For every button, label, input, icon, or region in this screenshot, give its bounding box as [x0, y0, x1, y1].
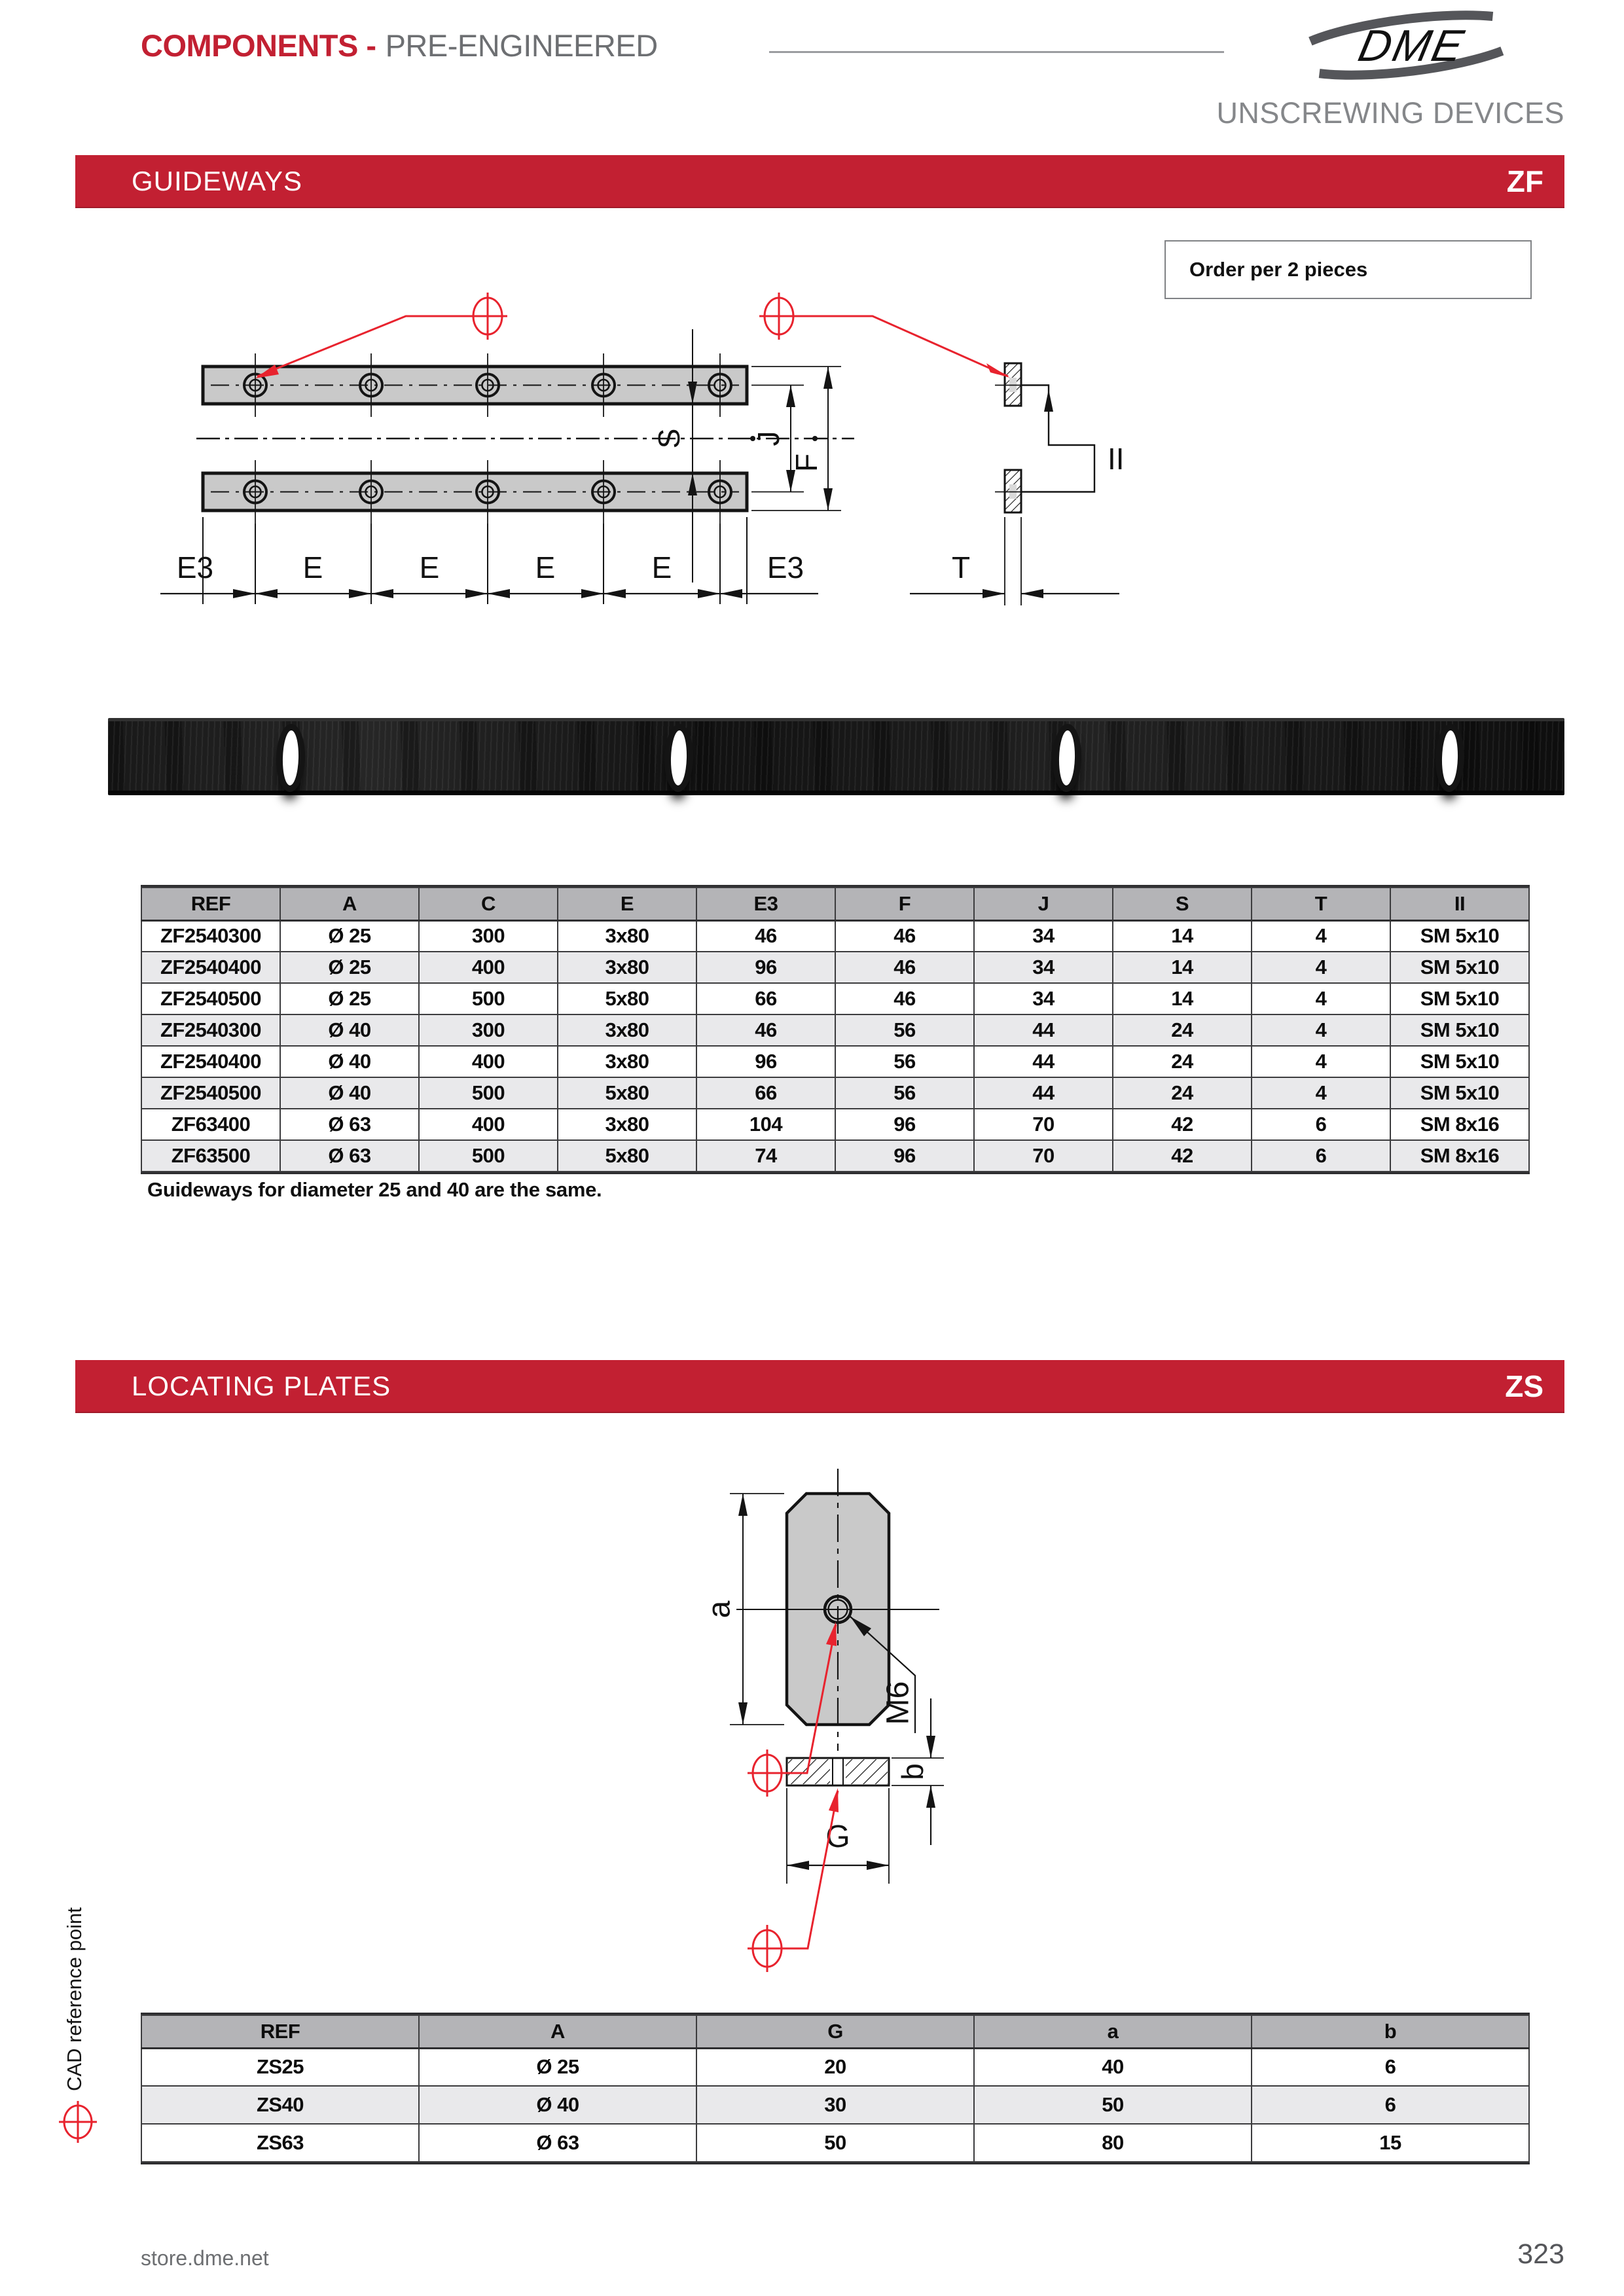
header-rule [769, 51, 1224, 53]
table-cell: 46 [835, 920, 974, 952]
column-header: REF [141, 888, 280, 920]
dim-label-II: II [1108, 442, 1125, 476]
table-cell: SM 5x10 [1390, 952, 1529, 983]
table-cell: Ø 63 [280, 1109, 419, 1140]
table-row [141, 1140, 1529, 1172]
dim-label-E: E [535, 550, 556, 584]
table-cell: 46 [696, 920, 835, 952]
locating-plates-table-wrap [141, 2013, 1530, 2164]
table-cell: Ø 25 [280, 920, 419, 952]
section-code-zs: ZS [1505, 1369, 1543, 1403]
guideways-technical-drawing [98, 291, 1211, 625]
table-cell: 30 [696, 2086, 974, 2124]
table-cell: 46 [696, 1014, 835, 1046]
column-header: S [1113, 888, 1252, 920]
table-cell: 4 [1252, 952, 1390, 983]
table-row [141, 1109, 1529, 1140]
table-cell: 44 [974, 1077, 1113, 1109]
table-cell: 400 [419, 1046, 558, 1077]
dim-label-F: F [789, 453, 824, 473]
table-cell: Ø 40 [280, 1046, 419, 1077]
table-cell: 6 [1252, 1109, 1390, 1140]
table-row [141, 1046, 1529, 1077]
dim-label-E: E [651, 550, 672, 584]
table-cell: 4 [1252, 1046, 1390, 1077]
dim-label-E: E [419, 550, 440, 584]
centerline-dot [812, 436, 818, 441]
table-cell: 66 [696, 983, 835, 1014]
table-cell: 14 [1113, 952, 1252, 983]
table-cell: 4 [1252, 1014, 1390, 1046]
column-header: A [419, 2015, 696, 2048]
table-cell: ZF2540500 [141, 1077, 280, 1109]
section-bar-guideways [75, 155, 1564, 208]
guideways-note: Guideways for diameter 25 and 40 are the same. [147, 1178, 602, 1201]
table-cell: 56 [835, 1014, 974, 1046]
locating-plates-table [141, 2015, 1530, 2162]
table-cell: 96 [835, 1140, 974, 1172]
table-cell: 3x80 [558, 920, 696, 952]
column-header: T [1252, 888, 1390, 920]
table-cell: ZF2540300 [141, 1014, 280, 1046]
table-row [141, 2124, 1529, 2162]
table-cell: 96 [696, 1046, 835, 1077]
dim-label-E: E [302, 550, 323, 584]
table-row [141, 2048, 1529, 2086]
table-cell: 24 [1113, 1046, 1252, 1077]
dim-label-E3-left: E3 [176, 550, 214, 584]
table-cell: 3x80 [558, 1014, 696, 1046]
cad-point-symbol [468, 293, 507, 340]
cad-point-symbol [748, 1925, 787, 1972]
table-cell: 50 [696, 2124, 974, 2162]
table-cell: Ø 40 [280, 1077, 419, 1109]
table-cell: ZF2540400 [141, 1046, 280, 1077]
guideway-product-photo [108, 718, 1564, 795]
table-row [141, 1077, 1529, 1109]
table-cell: 20 [696, 2048, 974, 2086]
table-cell: 400 [419, 952, 558, 983]
table-cell: 6 [1252, 2086, 1529, 2124]
table-cell: 5x80 [558, 1077, 696, 1109]
table-cell: SM 5x10 [1390, 983, 1529, 1014]
table-cell: 14 [1113, 983, 1252, 1014]
table-cell: 42 [1113, 1140, 1252, 1172]
cad-reference-label: CAD reference point [63, 1907, 86, 2091]
cad-point-symbol [759, 293, 799, 340]
dim-label-J: J [751, 431, 786, 446]
table-cell: Ø 63 [419, 2124, 696, 2162]
table-cell: 3x80 [558, 1109, 696, 1140]
plate-section-view [787, 1758, 889, 1785]
table-cell: 24 [1113, 1014, 1252, 1046]
table-cell: 104 [696, 1109, 835, 1140]
table-cell: SM 5x10 [1390, 920, 1529, 952]
column-header: REF [141, 2015, 419, 2048]
column-header: F [835, 888, 974, 920]
table-cell: 4 [1252, 920, 1390, 952]
table-cell: ZS63 [141, 2124, 419, 2162]
table-cell: 46 [835, 983, 974, 1014]
dim-E-chain [160, 517, 818, 604]
table-cell: 5x80 [558, 1140, 696, 1172]
table-cell: 6 [1252, 1140, 1390, 1172]
section-bar-locating-plates [75, 1360, 1564, 1413]
dim-label-G: G [825, 1820, 850, 1854]
table-cell: 3x80 [558, 952, 696, 983]
footer-page-number: 323 [1517, 2238, 1564, 2270]
photo-hole [282, 730, 299, 786]
table-cell: 80 [974, 2124, 1252, 2162]
table-cell: 70 [974, 1109, 1113, 1140]
photo-hole [1441, 730, 1458, 786]
table-cell: SM 8x16 [1390, 1109, 1529, 1140]
table-cell: 500 [419, 1077, 558, 1109]
section-title-locating-plates: LOCATING PLATES [132, 1370, 391, 1401]
table-cell: 44 [974, 1046, 1113, 1077]
table-cell: 3x80 [558, 1046, 696, 1077]
table-cell: 300 [419, 1014, 558, 1046]
column-header: E [558, 888, 696, 920]
table-cell: 34 [974, 983, 1113, 1014]
table-cell: ZF63400 [141, 1109, 280, 1140]
table-cell: 70 [974, 1140, 1113, 1172]
table-cell: ZS25 [141, 2048, 419, 2086]
column-header: G [696, 2015, 974, 2048]
page-title [141, 29, 658, 63]
table-cell: 66 [696, 1077, 835, 1109]
table-cell: 500 [419, 983, 558, 1014]
table-cell: Ø 25 [280, 952, 419, 983]
table-cell: 500 [419, 1140, 558, 1172]
table-row [141, 2086, 1529, 2124]
section-view [910, 363, 1125, 605]
brand-subtitle: UNSCREWING DEVICES [1216, 96, 1564, 130]
table-cell: 24 [1113, 1077, 1252, 1109]
photo-hole [1058, 730, 1075, 786]
table-cell: Ø 40 [419, 2086, 696, 2124]
column-header: E3 [696, 888, 835, 920]
dim-label-b: b [895, 1763, 930, 1780]
table-cell: 74 [696, 1140, 835, 1172]
table-cell: ZF2540300 [141, 920, 280, 952]
table-cell: 34 [974, 952, 1113, 983]
table-cell: SM 5x10 [1390, 1014, 1529, 1046]
cad-point-symbol [748, 1749, 787, 1797]
table-cell: SM 5x10 [1390, 1046, 1529, 1077]
table-row [141, 983, 1529, 1014]
table-cell: 56 [835, 1077, 974, 1109]
table-cell: SM 5x10 [1390, 1077, 1529, 1109]
dim-label-S: S [652, 428, 687, 449]
table-cell: Ø 25 [280, 983, 419, 1014]
column-header: C [419, 888, 558, 920]
table-cell: 5x80 [558, 983, 696, 1014]
table-cell: SM 8x16 [1390, 1140, 1529, 1172]
table-cell: 96 [696, 952, 835, 983]
column-header: b [1252, 2015, 1529, 2048]
dim-label-a: a [702, 1600, 737, 1619]
table-row [141, 920, 1529, 952]
order-note-box [1164, 240, 1532, 299]
table-cell: ZF2540400 [141, 952, 280, 983]
table-cell: Ø 25 [419, 2048, 696, 2086]
page-title-category: PRE-ENGINEERED [385, 28, 658, 63]
photo-hole [670, 730, 687, 786]
guideways-table [141, 887, 1530, 1172]
page-title-components: COMPONENTS - [141, 28, 376, 63]
table-cell: 300 [419, 920, 558, 952]
table-cell: 400 [419, 1109, 558, 1140]
table-cell: 4 [1252, 1077, 1390, 1109]
table-cell: 4 [1252, 983, 1390, 1014]
table-cell: 46 [835, 952, 974, 983]
order-note-text: Order per 2 pieces [1189, 258, 1368, 281]
table-cell: 40 [974, 2048, 1252, 2086]
guideways-table-wrap [141, 885, 1530, 1174]
table-cell: Ø 63 [280, 1140, 419, 1172]
column-header: II [1390, 888, 1529, 920]
table-cell: 42 [1113, 1109, 1252, 1140]
locating-plate-technical-drawing [622, 1460, 1080, 1983]
table-header-row [141, 2015, 1529, 2048]
table-cell: ZF2540500 [141, 983, 280, 1014]
table-cell: ZF63500 [141, 1140, 280, 1172]
table-row [141, 952, 1529, 983]
table-cell: 56 [835, 1046, 974, 1077]
section-code-zf: ZF [1506, 164, 1543, 198]
cad-reference-icon [55, 2098, 101, 2145]
dme-logo [1273, 10, 1545, 82]
dim-label-E3-right: E3 [767, 550, 804, 584]
table-cell: Ø 40 [280, 1014, 419, 1046]
table-cell: 50 [974, 2086, 1252, 2124]
dim-label-M6: M6 [880, 1681, 916, 1725]
table-header-row [141, 888, 1529, 920]
column-header: A [280, 888, 419, 920]
table-cell: 15 [1252, 2124, 1529, 2162]
table-cell: ZS40 [141, 2086, 419, 2124]
logo-text: DME [1354, 20, 1470, 71]
section-title-guideways: GUIDEWAYS [132, 165, 303, 196]
table-cell: 34 [974, 920, 1113, 952]
footer-site: store.dme.net [141, 2246, 269, 2270]
table-cell: 44 [974, 1014, 1113, 1046]
column-header: a [974, 2015, 1252, 2048]
table-cell: 96 [835, 1109, 974, 1140]
table-cell: 14 [1113, 920, 1252, 952]
dim-label-T: T [951, 550, 971, 584]
table-row [141, 1014, 1529, 1046]
column-header: J [974, 888, 1113, 920]
table-cell: 6 [1252, 2048, 1529, 2086]
